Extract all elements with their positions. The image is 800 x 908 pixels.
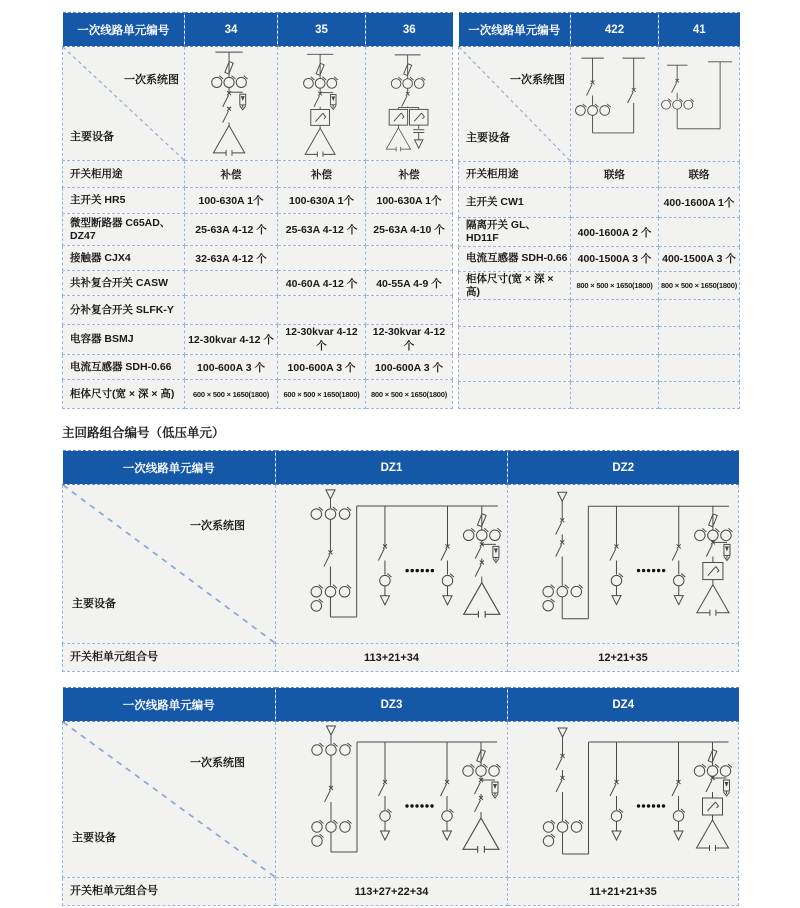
- unit-header-label: 一次线路单元编号: [63, 13, 185, 47]
- combo-row-label: 开关柜单元组合号: [63, 878, 276, 906]
- equipment-label: 主要设备: [72, 832, 116, 844]
- spec-cell: [185, 296, 278, 325]
- diagram-unit-36: [366, 47, 453, 161]
- unit-column-422: 422: [571, 13, 659, 47]
- spec-cell: 400-1500A 3 个: [659, 246, 740, 271]
- spec-cell: [366, 296, 453, 325]
- combo-value: 113+21+34: [276, 644, 508, 672]
- diagram-unit-dz1: [276, 485, 508, 644]
- row-label: 开关柜用途: [63, 161, 185, 188]
- empty-cell: [571, 354, 659, 381]
- equipment-label: 主要设备: [466, 131, 510, 144]
- spec-cell: 100-630A 1个: [278, 188, 366, 214]
- combo-value: 113+27+22+34: [276, 878, 508, 906]
- spec-cell: 25-63A 4-12 个: [278, 214, 366, 246]
- spec-cell: [185, 271, 278, 296]
- empty-cell: [659, 300, 740, 327]
- unit-column-dz4: DZ4: [508, 688, 739, 722]
- row-label: 接触器 CJX4: [63, 246, 185, 271]
- spec-cell: 12-30kvar 4-12 个: [278, 325, 366, 355]
- spec-cell: [278, 246, 366, 271]
- combo-value: 11+21+21+35: [508, 878, 739, 906]
- diagram-unit-dz3: [276, 722, 508, 878]
- spec-cell: 100-630A 1个: [185, 188, 278, 214]
- row-label: 柜体尺寸(宽 × 深 × 高): [459, 271, 571, 299]
- combo-row-label: 开关柜单元组合号: [63, 644, 276, 672]
- spec-cell: 补偿: [278, 161, 366, 188]
- diagram-unit-dz4: [508, 722, 739, 878]
- dz-table-2: [62, 687, 739, 906]
- row-label: 柜体尺寸(宽 × 深 × 高): [63, 380, 185, 409]
- spec-cell: 25-63A 4-10 个: [366, 214, 453, 246]
- diagonal-divider: [63, 485, 275, 643]
- row-label: 电容器 BSMJ: [63, 325, 185, 355]
- empty-cell: [571, 300, 659, 327]
- empty-cell: [571, 381, 659, 408]
- empty-cell: [459, 300, 571, 327]
- spec-cell: 400-1600A 1个: [659, 188, 740, 218]
- spec-cell: [366, 246, 453, 271]
- diagram-corner-cell: [459, 47, 571, 162]
- spec-cell: 联络: [571, 161, 659, 187]
- diagram-unit-35: [278, 47, 366, 161]
- diagram-unit-dz2: [508, 485, 739, 644]
- diagram-corner-cell: [63, 722, 276, 878]
- row-label: 电流互感器 SDH-0.66: [63, 355, 185, 380]
- empty-cell: [459, 381, 571, 408]
- spec-cell: 400-1500A 3 个: [571, 246, 659, 271]
- spec-cell: 40-60A 4-12 个: [278, 271, 366, 296]
- spec-cell: 800 × 500 × 1650(1800): [659, 271, 740, 299]
- dz-table-1: [62, 450, 739, 672]
- spec-cell: 40-55A 4-9 个: [366, 271, 453, 296]
- empty-cell: [659, 327, 740, 354]
- empty-cell: [459, 354, 571, 381]
- spec-sheet: [62, 0, 738, 906]
- unit-column-35: 35: [278, 13, 366, 47]
- spec-cell: 800 × 500 × 1650(1800): [571, 271, 659, 299]
- spec-cell: [571, 188, 659, 218]
- equipment-label: 主要设备: [72, 598, 116, 610]
- row-label: 电流互感器 SDH-0.66: [459, 246, 571, 271]
- empty-cell: [659, 381, 740, 408]
- spec-cell: 32-63A 4-12 个: [185, 246, 278, 271]
- unit-header-label: 一次线路单元编号: [63, 451, 276, 485]
- diagonal-divider: [63, 722, 275, 877]
- spec-cell: 400-1600A 2 个: [571, 218, 659, 246]
- unit-column-41: 41: [659, 13, 740, 47]
- row-label: 分补复合开关 SLFK-Y: [63, 296, 185, 325]
- spec-cell: [278, 296, 366, 325]
- spec-table-right: [458, 12, 740, 409]
- unit-column-36: 36: [366, 13, 453, 47]
- spec-cell: 补偿: [366, 161, 453, 188]
- unit-column-34: 34: [185, 13, 278, 47]
- system-diagram-label: 一次系统图: [190, 520, 245, 532]
- unit-column-dz3: DZ3: [276, 688, 508, 722]
- unit-header-label: 一次线路单元编号: [459, 13, 571, 47]
- row-label: 共补复合开关 CASW: [63, 271, 185, 296]
- empty-cell: [571, 327, 659, 354]
- system-diagram-label: 一次系统图: [124, 74, 179, 86]
- diagram-corner-cell: [63, 47, 185, 161]
- spec-cell: 补偿: [185, 161, 278, 188]
- spec-cell: [659, 218, 740, 246]
- spec-cell: 100-600A 3 个: [366, 355, 453, 380]
- empty-cell: [659, 354, 740, 381]
- row-label: 主开关 CW1: [459, 188, 571, 218]
- diagram-unit-34: [185, 47, 278, 161]
- empty-cell: [459, 327, 571, 354]
- spec-cell: 12-30kvar 4-12 个: [185, 325, 278, 355]
- row-label: 开关柜用途: [459, 161, 571, 187]
- spec-cell: 100-630A 1个: [366, 188, 453, 214]
- spec-cell: 800 × 500 × 1650(1800): [366, 380, 453, 409]
- spec-cell: 100-600A 3 个: [278, 355, 366, 380]
- combo-value: 12+21+35: [508, 644, 739, 672]
- diagram-unit-422: [571, 47, 659, 162]
- unit-column-dz1: DZ1: [276, 451, 508, 485]
- system-diagram-label: 一次系统图: [510, 74, 565, 87]
- row-label: 隔离开关 GL、HD11F: [459, 218, 571, 246]
- spec-cell: 12-30kvar 4-12 个: [366, 325, 453, 355]
- spec-table-left: [62, 12, 453, 409]
- spec-cell: 100-600A 3 个: [185, 355, 278, 380]
- spec-cell: 25-63A 4-12 个: [185, 214, 278, 246]
- spec-cell: 600 × 500 × 1650(1800): [278, 380, 366, 409]
- system-diagram-label: 一次系统图: [190, 757, 245, 769]
- diagram-unit-41: [659, 47, 740, 162]
- spec-cell: 联络: [659, 161, 740, 187]
- section-title: 主回路组合编号（低压单元）: [62, 426, 225, 440]
- diagram-corner-cell: [63, 485, 276, 644]
- row-label: 微型断路器 C65AD、DZ47: [63, 214, 185, 246]
- top-spec-tables: [62, 12, 738, 409]
- spec-cell: 600 × 500 × 1650(1800): [185, 380, 278, 409]
- unit-column-dz2: DZ2: [508, 451, 739, 485]
- row-label: 主开关 HR5: [63, 188, 185, 214]
- unit-header-label: 一次线路单元编号: [63, 688, 276, 722]
- equipment-label: 主要设备: [70, 131, 114, 143]
